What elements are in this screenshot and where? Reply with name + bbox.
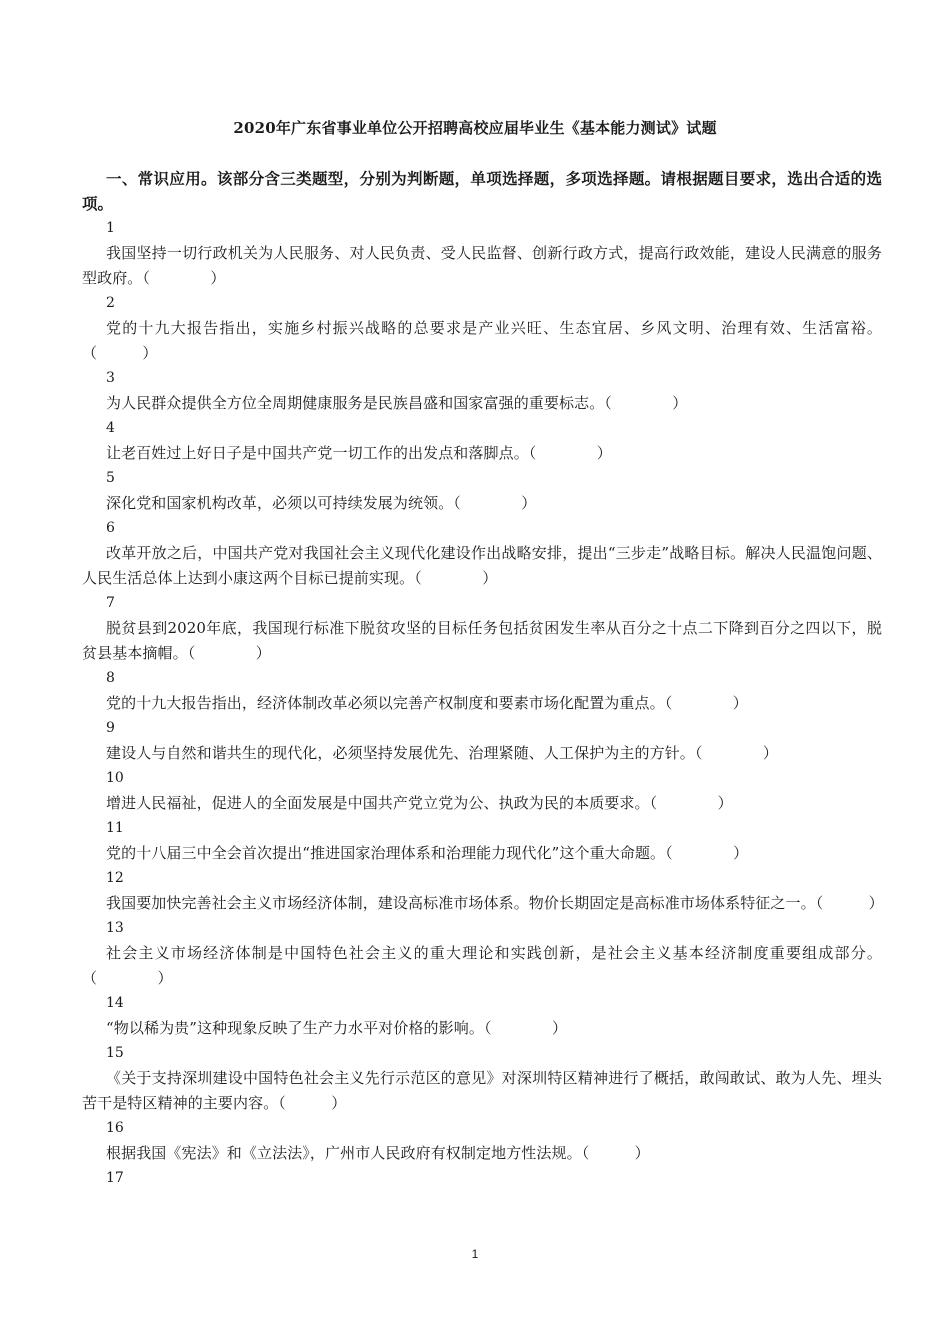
question-number: 17	[106, 1170, 124, 1186]
question-list	[82, 216, 882, 1191]
question-number: 2	[106, 295, 115, 311]
document-title: 2020年广东省事业单位公开招聘高校应届毕业生《基本能力测试》试题	[233, 119, 717, 137]
question-text: 社会主义市场经济体制是中国特色社会主义的重大理论和实践创新，是社会主义基本经济制度重要组成部分。（ ）	[82, 944, 882, 987]
question-number: 1	[106, 220, 115, 236]
question-number: 5	[106, 470, 115, 486]
question-number: 15	[106, 1045, 124, 1061]
question-text: 我国要加快完善社会主义市场经济体制，建设高标准市场体系。物价长期固定是高标准市场体系特征之一。（ ）	[106, 894, 884, 912]
question-number: 9	[106, 720, 115, 736]
question-number: 16	[106, 1120, 124, 1136]
question-number: 4	[106, 420, 115, 436]
question-text: 让老百姓过上好日子是中国共产党一切工作的出发点和落脚点。（ ）	[106, 444, 612, 462]
question-number: 7	[106, 595, 115, 611]
question-number: 13	[106, 920, 124, 936]
question-text: 增进人民福祉，促进人的全面发展是中国共产党立党为公、执政为民的本质要求。（ ）	[106, 794, 733, 812]
question-number: 8	[106, 670, 115, 686]
question-text: 党的十九大报告指出，实施乡村振兴战略的总要求是产业兴旺、生态宜居、乡风文明、治理有效、生活富裕。（ ）	[82, 319, 882, 362]
question-number: 11	[106, 820, 124, 836]
question-text: 《关于支持深圳建设中国特色社会主义先行示范区的意见》对深圳特区精神进行了概括，敢闯敢试、敢为人先、埋头苦干是特区精神的主要内容。（ ）	[82, 1069, 882, 1112]
question-text: 深化党和国家机构改革，必须以可持续发展为统领。（ ）	[106, 494, 537, 512]
question-number: 12	[106, 870, 124, 886]
question-text: 根据我国《宪法》和《立法法》，广州市人民政府有权制定地方性法规。（ ）	[106, 1144, 650, 1162]
question-number: 14	[106, 995, 124, 1011]
question-text: 为人民群众提供全方位全周期健康服务是民族昌盛和国家富强的重要标志。（ ）	[106, 394, 688, 412]
question-text: 党的十八届三中全会首次提出“推进国家治理体系和治理能力现代化”这个重大命题。（ ）	[106, 844, 749, 862]
page-number: 1	[471, 1247, 479, 1261]
question-text: 我国坚持一切行政机关为人民服务、对人民负责、受人民监督、创新行政方式，提高行政效能，建设人民满意的服务型政府。（ ）	[82, 244, 882, 287]
question-number: 3	[106, 370, 115, 386]
question-text: 改革开放之后，中国共产党对我国社会主义现代化建设作出战略安排，提出“三步走”战略目标。解决人民温饱问题、人民生活总体上达到小康这两个目标已提前实现。（ ）	[82, 544, 882, 587]
section-heading: 一、常识应用。该部分含三类题型，分别为判断题，单项选择题，多项选择题。请根据题目要求，选出合适的选项。	[82, 169, 882, 213]
question-text: “物以稀为贵”这种现象反映了生产力水平对价格的影响。（ ）	[106, 1019, 568, 1037]
question-number: 10	[106, 770, 124, 786]
question-text: 脱贫县到2020年底，我国现行标准下脱贫攻坚的目标任务包括贫困发生率从百分之十点二下降到百分之四以下，脱贫县基本摘帽。（ ）	[82, 619, 882, 662]
question-text: 党的十九大报告指出，经济体制改革必须以完善产权制度和要素市场化配置为重点。（ ）	[106, 694, 748, 712]
question-number: 6	[106, 520, 115, 536]
question-text: 建设人与自然和谐共生的现代化，必须坚持发展优先、治理紧随、人工保护为主的方针。（ ）	[106, 744, 779, 762]
